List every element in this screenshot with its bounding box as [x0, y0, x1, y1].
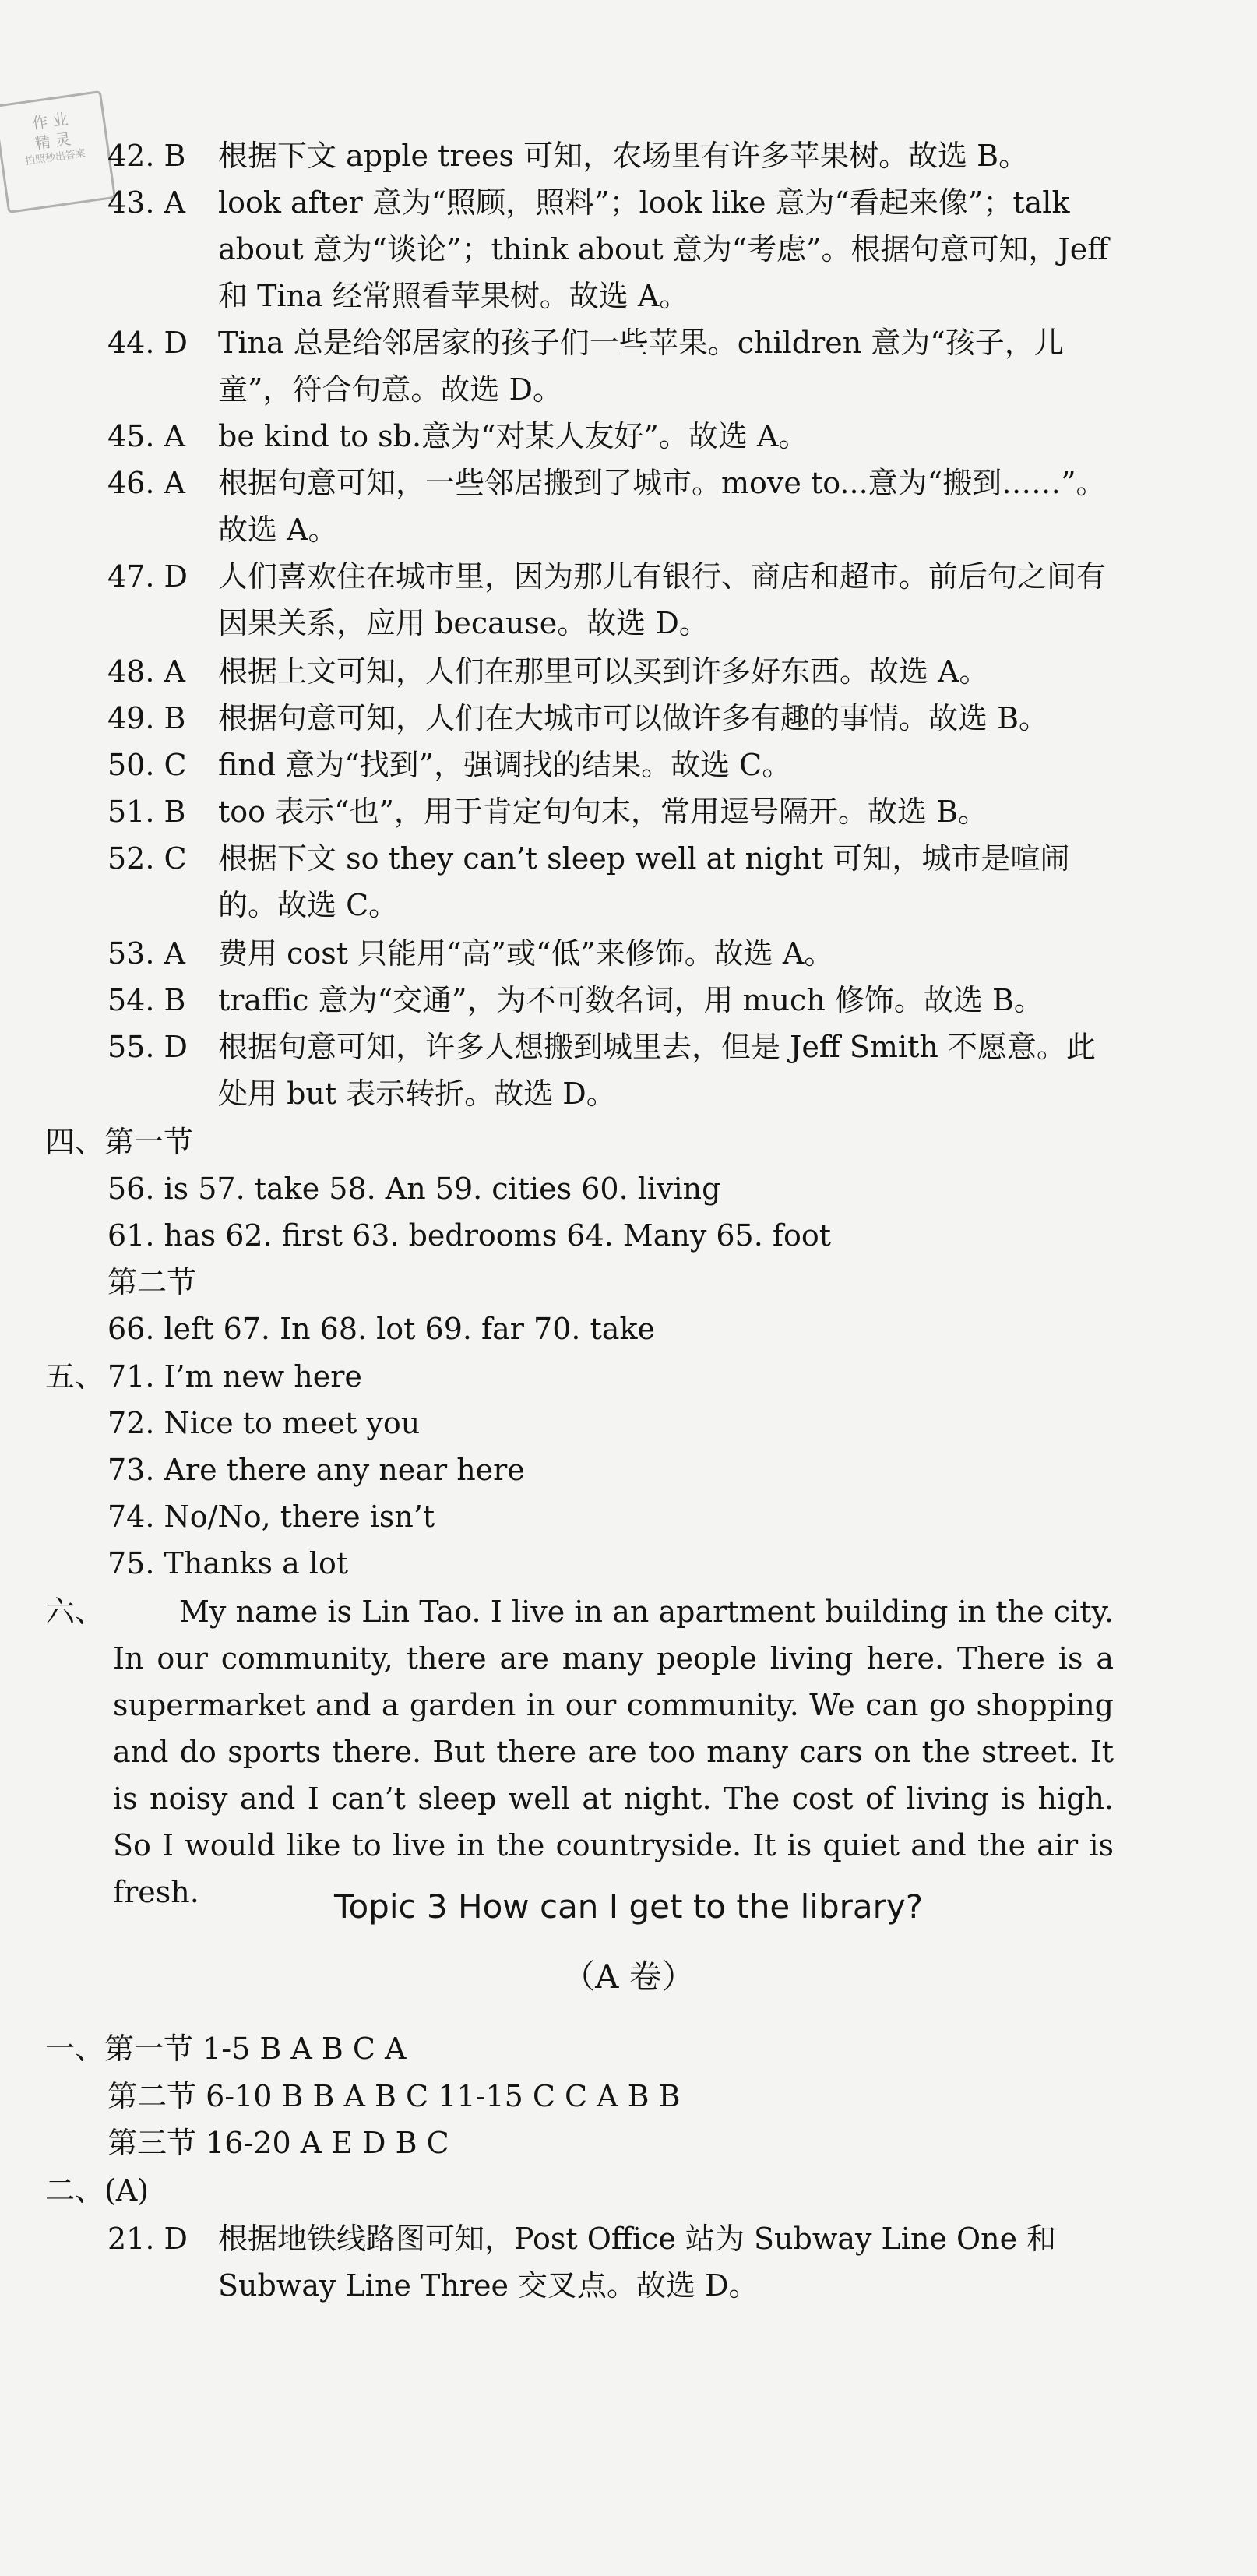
answer-explanation: 根据句意可知，一些邻居搬到了城市。move to...意为“搬到……”。故选 A。: [218, 466, 1106, 547]
section-1-answers-1: 一、第一节 1-5 B A B C A: [45, 2032, 407, 2066]
answer-number: 46. A: [107, 466, 185, 500]
section-1-answers-3: 第三节 16-20 A E D B C: [107, 2126, 449, 2160]
answer-explanation: 根据上文可知，人们在那里可以买到许多好东西。故选 A。: [218, 654, 989, 689]
answer-explanation: be kind to sb.意为“对某人友好”。故选 A。: [218, 419, 808, 453]
section-4-answers-1: 56. is 57. take 58. An 59. cities 60. living: [107, 1172, 721, 1206]
answer-number: 52. C: [107, 841, 187, 876]
answer-explanation: Tina 总是给邻居家的孩子们一些苹果。children 意为“孩子，儿童”，符合句意。故选 D。: [218, 326, 1064, 407]
answer-number: 49. B: [107, 701, 186, 735]
answer-number: 21. D: [107, 2222, 188, 2256]
answer-number: 47. D: [107, 559, 188, 594]
answer-explanation: 费用 cost 只能用“高”或“低”来修饰。故选 A。: [218, 936, 834, 971]
topic-title: Topic 3 How can I get to the library?: [333, 1887, 924, 1926]
answer-explanation: too 表示“也”，用于肯定句句末，常用逗号隔开。故选 B。: [218, 795, 988, 829]
answer-explanation: look after 意为“照顾，照料”；look like 意为“看起来像”；talk about 意为“谈论”；think about 意为“考虑”。根据句意可知，Jeff 和 Tina 经常照看苹果树。故选 A。: [218, 185, 1109, 313]
stamp-line-2: 精 灵: [33, 129, 72, 153]
answer-number: 53. A: [107, 936, 185, 971]
section-1-answers-2: 第二节 6-10 B B A B C 11-15 C C A B B: [107, 2079, 681, 2113]
section-6-label: 六、: [45, 1595, 105, 1629]
section-5-item: 71. I’m new here: [107, 1359, 362, 1394]
section-4-answers-2: 61. has 62. first 63. bedrooms 64. Many 65. foot: [107, 1218, 831, 1253]
answer-number: 54. B: [107, 983, 186, 1017]
answer-explanation: 根据下文 so they can’t sleep well at night 可知，城市是喧闹的。故选 C。: [218, 841, 1070, 922]
section-2-label: 二、(A): [45, 2173, 150, 2208]
stamp-line-1: 作 业: [30, 109, 70, 133]
section-4-sub-label: 第二节: [107, 1265, 197, 1299]
stamp-line-3: 拍照秒出答案: [24, 147, 86, 168]
answer-explanation: 根据下文 apple trees 可知，农场里有许多苹果树。故选 B。: [218, 139, 1029, 173]
section-4-label: 四、第一节: [45, 1125, 194, 1159]
section-5-item: 73. Are there any near here: [107, 1453, 525, 1487]
answer-explanation: 根据地铁线路图可知，Post Office 站为 Subway Line One 和 Subway Line Three 交叉点。故选 D。: [218, 2222, 1057, 2303]
answer-number: 48. A: [107, 654, 185, 689]
volume-label: （A 卷）: [562, 1958, 695, 1996]
section-6-essay: My name is Lin Tao. I live in an apartment building in the city. In our community, there are many people living here. There is a supermarket and a garden in our community. We can go shopping and do sports there. But there are too many cars on the street. It is noisy and I can’t sleep well at night. The cost of living is high. So I would like to live in the countryside. It is quiet and the air is fresh.: [113, 1595, 1114, 1909]
answer-explanation: find 意为“找到”，强调找的结果。故选 C。: [218, 748, 792, 782]
answer-number: 45. A: [107, 419, 185, 453]
section-5-item: 75. Thanks a lot: [107, 1546, 349, 1580]
answer-explanation: traffic 意为“交通”，为不可数名词，用 much 修饰。故选 B。: [218, 983, 1044, 1017]
section-5-item: 74. No/No, there isn’t: [107, 1499, 435, 1534]
answer-number: 42. B: [107, 139, 186, 173]
answer-explanation: 根据句意可知，许多人想搬到城里去，但是 Jeff Smith 不愿意。此处用 but 表示转折。故选 D。: [218, 1030, 1096, 1111]
section-4-answers-3: 66. left 67. In 68. lot 69. far 70. take: [107, 1312, 655, 1346]
section-5-label: 五、: [45, 1359, 105, 1394]
answer-number: 55. D: [107, 1030, 188, 1064]
answer-number: 44. D: [107, 326, 188, 360]
answer-explanation: 根据句意可知，人们在大城市可以做许多有趣的事情。故选 B。: [218, 701, 1049, 735]
watermark-stamp: [0, 90, 116, 213]
answer-explanation: 人们喜欢住在城市里，因为那儿有银行、商店和超市。前后句之间有因果关系，应用 because。故选 D。: [218, 559, 1107, 640]
answer-number: 43. A: [107, 185, 185, 220]
answer-number: 50. C: [107, 748, 187, 782]
answer-number: 51. B: [107, 795, 186, 829]
section-5-item: 72. Nice to meet you: [107, 1406, 421, 1440]
